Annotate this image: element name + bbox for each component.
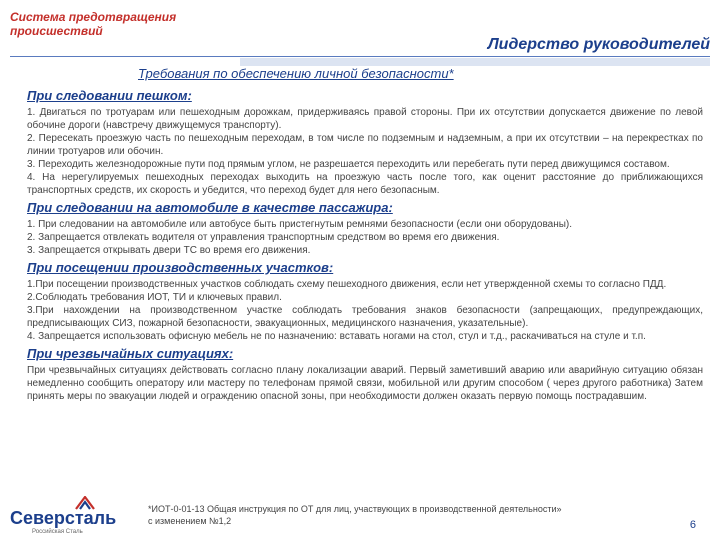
list-item: 3. Переходить железнодорожные пути под прямым углом, не разрешается переходить или перебегать пути перед движущимся составом. xyxy=(27,159,670,170)
slide-subtitle: Требования по обеспечению личной безопасности* xyxy=(138,66,454,81)
system-title-line1: Система предотвращения xyxy=(10,10,177,24)
section-title: При посещении производственных участков: xyxy=(27,260,334,275)
page-number: 6 xyxy=(689,519,696,531)
list-item: 4. Запрещается использовать офисную мебель не по назначению: вставать ногами на стол, стул и т.д., раскачиваться на стуле и т.п. xyxy=(27,331,646,342)
logo-wordmark: Северсталь xyxy=(10,508,117,528)
section-body xyxy=(27,106,703,197)
company-logo xyxy=(10,496,140,536)
section-body xyxy=(27,278,703,343)
section-walking xyxy=(27,88,703,197)
list-item: 3. Запрещается открывать двери ТС во время его движения. xyxy=(27,245,311,256)
system-title-line2: происшествий xyxy=(10,24,103,38)
footnote-line1: *ИОТ-0-01-13 Общая инструкция по ОТ для лиц, участвующих в производственной деятельности» xyxy=(148,504,562,514)
list-item: 2. Запрещается отвлекать водителя от управления транспортным средством во время его движения. xyxy=(27,232,500,243)
footnote-line2: с изменением №1,2 xyxy=(148,516,232,526)
slide-title: Лидерство руководителей xyxy=(487,36,710,53)
section-body xyxy=(27,364,703,403)
section-passenger xyxy=(27,200,703,257)
list-item: 2.Соблюдать требования ИОТ, ТИ и ключевых правил. xyxy=(27,292,282,303)
section-production-sites xyxy=(27,260,703,343)
header-divider xyxy=(10,56,710,57)
section-title: При чрезвычайных ситуациях: xyxy=(27,346,234,361)
header-band xyxy=(240,58,710,66)
logo-tagline: Российская Сталь xyxy=(32,529,83,535)
section-body xyxy=(27,218,703,257)
footnote xyxy=(148,503,658,527)
list-item: 1. При следовании на автомобиле или автобусе быть пристегнутым ремнями безопасности (если они оборудованы). xyxy=(27,219,573,230)
system-title xyxy=(10,10,240,38)
section-title: При следовании пешком: xyxy=(27,88,192,103)
list-item: При чрезвычайных ситуациях действовать согласно плану локализации аварий. Первый заметивший аварию или аварийную ситуацию обязан немедленно сообщить оператору или мастеру по телефонам прямой связи, мобильной или другим способом ( через другого работника) Затем принять меры по эвакуации людей и ограждению опасной зоны, при необходимости должен оказать первую помощь пострадавшим. xyxy=(27,365,703,402)
content-area xyxy=(27,88,703,406)
list-item: 1.При посещении производственных участков соблюдать схему пешеходного движения, если нет утвержденной схемы то согласно ПДД. xyxy=(27,279,667,290)
section-title: При следовании на автомобиле в качестве пассажира: xyxy=(27,200,393,215)
list-item: 3.При нахождении на производственном участке соблюдать требования знаков безопасности (запрещающих, предупреждающих, предписывающих СИЗ, пожарной безопасности, эвакуационных, медицинского назначения, указательные). xyxy=(27,305,703,329)
section-emergency xyxy=(27,346,703,403)
list-item: 2. Пересекать проезжую часть по пешеходным переходам, в том числе по подземным и надземным, а при их отсутствии – на перекрестках по линии тротуаров или обочин. xyxy=(27,133,703,157)
list-item: 4. На нерегулируемых пешеходных переходах выходить на проезжую часть после того, как оценит расстояние до приближающихся транспортных средств, их скорость и убедится, что переход будет для него безопасным. xyxy=(27,172,703,196)
list-item: 1. Двигаться по тротуарам или пешеходным дорожкам, придерживаясь правой стороны. При их отсутствии допускается движение по левой обочине дороги (навстречу движущемуся транспорту). xyxy=(27,107,703,131)
